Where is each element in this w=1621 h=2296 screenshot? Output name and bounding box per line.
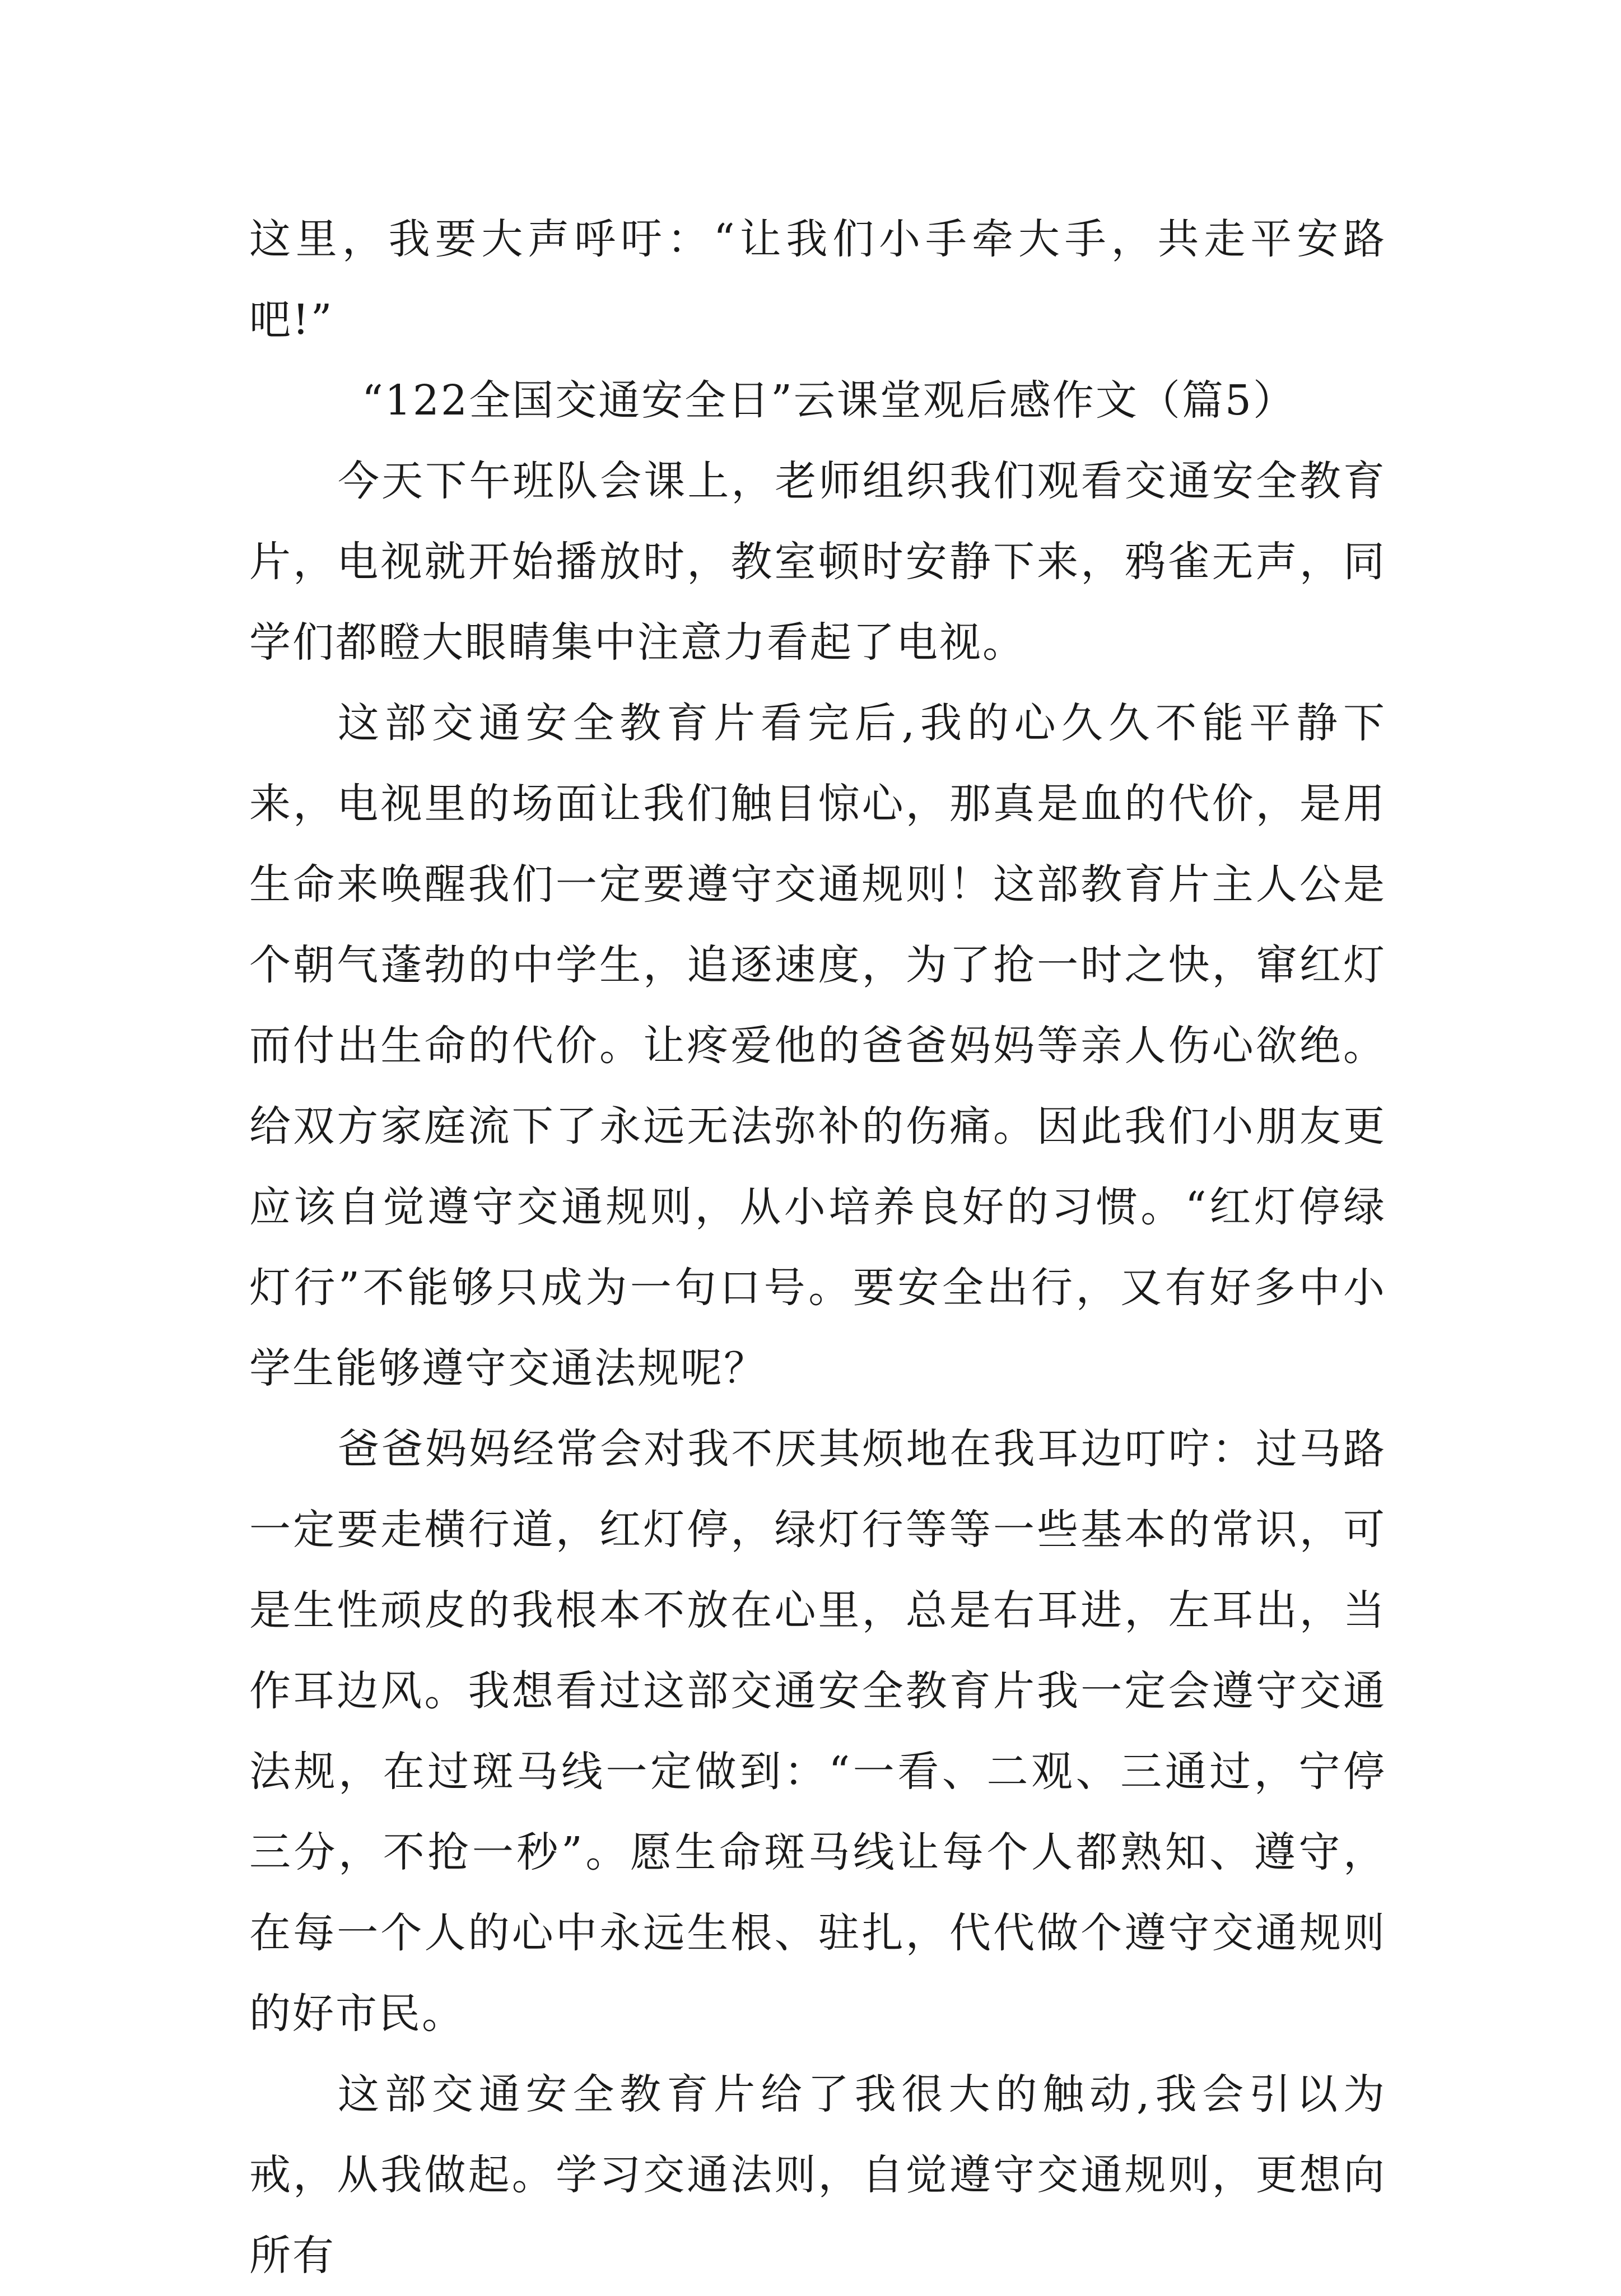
opening-line: 这里，我要大声呼吁：“让我们小手牵大手，共走平安路吧!” <box>249 215 1386 344</box>
text-column <box>249 199 1386 2296</box>
paragraph: 这部交通安全教育片给了我很大的触动,我会引以为戒，从我做起。学习交通法则，自觉遵守交通规则，更想向所有 <box>249 2070 1386 2280</box>
paragraph: 爸爸妈妈经常会对我不厌其烦地在我耳边叮咛：过马路一定要走横行道，红灯停，绿灯行等等一些基本的常识，可是生性顽皮的我根本不放在心里，总是右耳进，左耳出，当作耳边风。我想看过这部交通安全教育片我一定会遵守交通法规，在过斑马线一定做到：“一看、二观、三通过，宁停三分，不抢一秒”。愿生命斑马线让每个人都熟知、遵守，在每一个人的心中永远生根、驻扎，代代做个遵守交通规则的好市民。 <box>249 1425 1386 2038</box>
paragraph: 今天下午班队会课上，老师组织我们观看交通安全教育片，电视就开始播放时，教室顿时安静下来，鸦雀无声，同学们都瞪大眼睛集中注意力看起了电视。 <box>249 457 1386 667</box>
paragraph: 这部交通安全教育片看完后,我的心久久不能平静下来，电视里的场面让我们触目惊心，那真是血的代价，是用生命来唤醒我们一定要遵守交通规则！这部教育片主人公是个朝气蓬勃的中学生，追逐速度，为了抢一时之快，窜红灯而付出生命的代价。让疼爱他的爸爸妈妈等亲人伤心欲绝。给双方家庭流下了永远无法弥补的伤痛。因此我们小朋友更应该自觉遵守交通规则，从小培养良好的习惯。“红灯停绿灯行”不能够只成为一句口号。要安全出行，又有好多中小学生能够遵守交通法规呢？ <box>249 699 1386 1392</box>
section-title: “122全国交通安全日”云课堂观后感作文（篇5） <box>362 376 1296 425</box>
